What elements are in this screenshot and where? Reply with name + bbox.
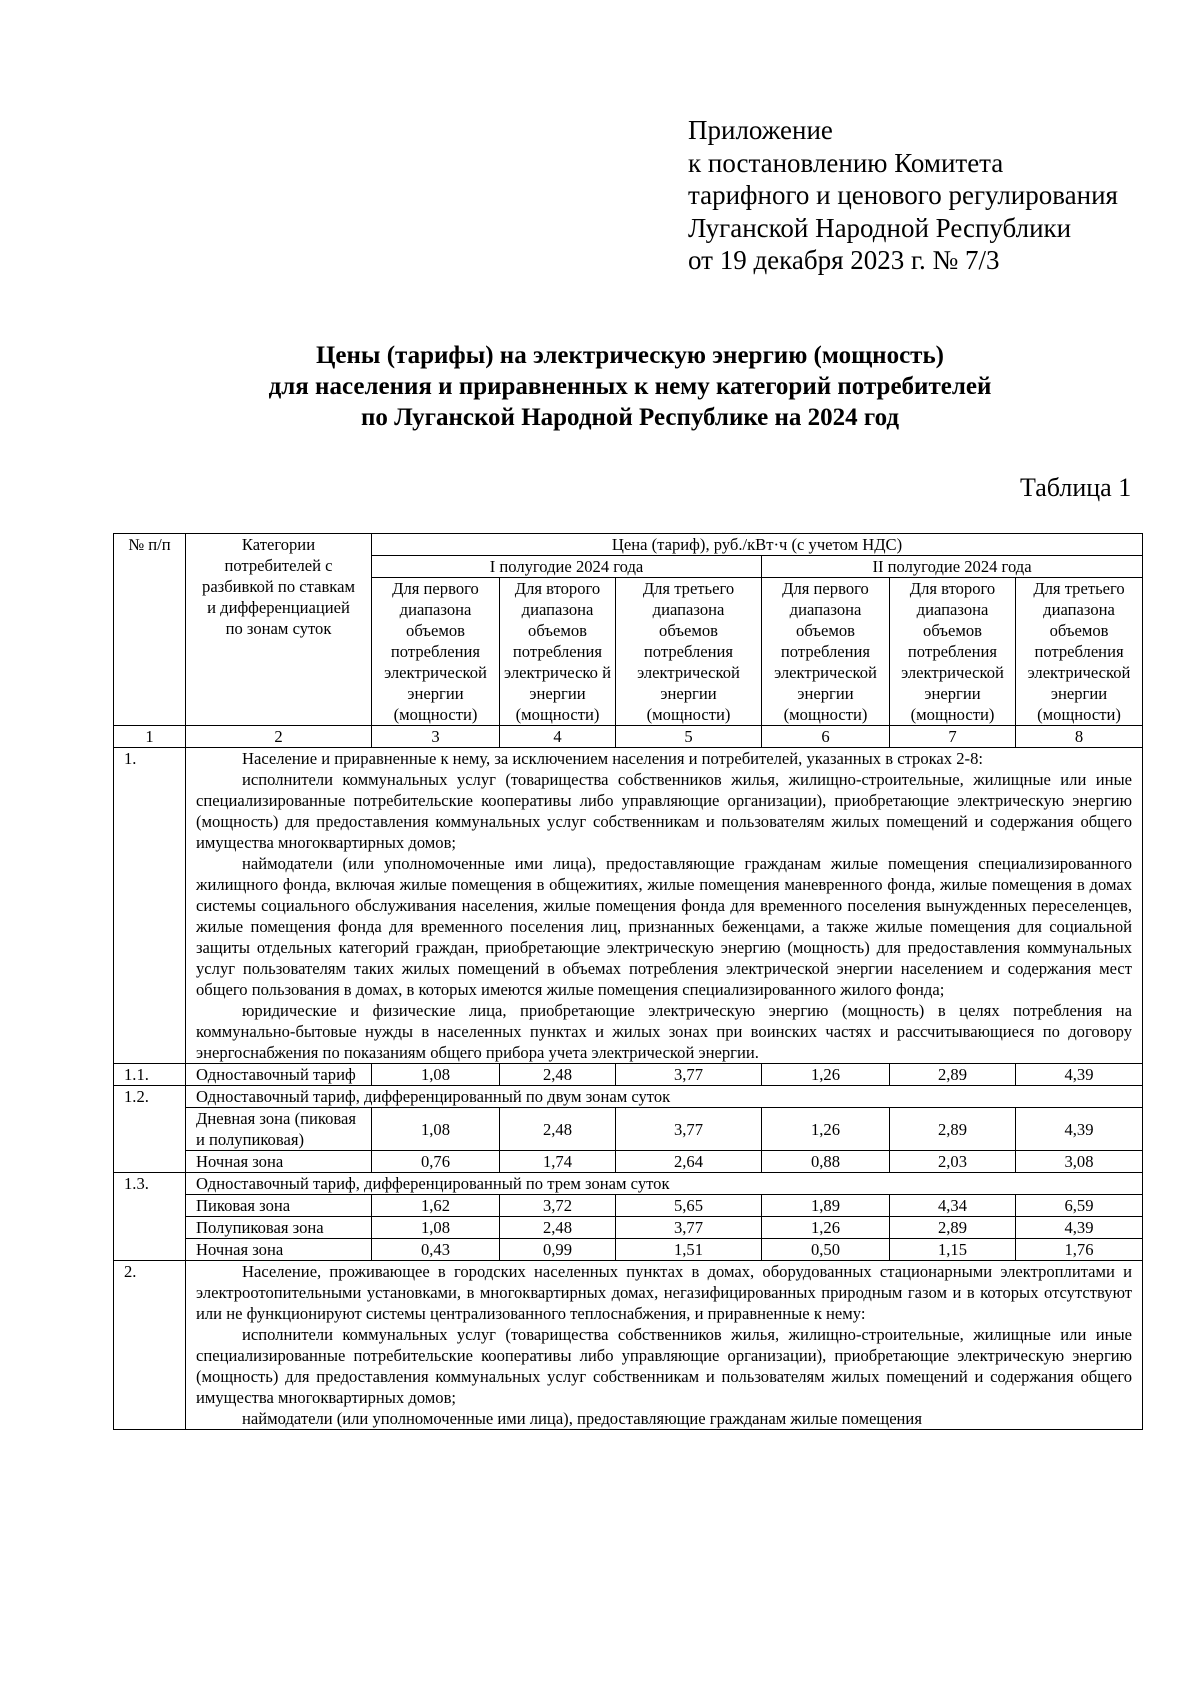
value-cell: 1,08 (372, 1217, 500, 1239)
document-title (100, 340, 1160, 433)
header-line: Луганской Народной Республики (688, 212, 1072, 243)
col-number: 4 (500, 726, 616, 748)
value-cell: 2,48 (500, 1108, 616, 1151)
col-number: 3 (372, 726, 500, 748)
col-number: 1 (114, 726, 186, 748)
value-cell: 3,72 (500, 1195, 616, 1217)
title-line: Цены (тарифы) на электрическую энергию (мощность) (315, 342, 945, 369)
table-row (114, 1086, 1143, 1108)
value-cell: 1,26 (762, 1064, 890, 1086)
row-label: Ночная зона (186, 1239, 372, 1261)
section-paragraph: наймодатели (или уполномоченные ими лица), предоставляющие гражданам жилые помещения специализированного жилищного фонда, включая жилые помещения в общежитиях, жилые помещения маневренного фонда, жилые помещения в домах системы социального обслуживания населения, жилые помещения фонда для временного поселения вынужденных переселенцев, жилые помещения фонда для временного поселения лиц, признанных беженцами, а также жилые помещения для социальной защиты отдельных категорий граждан, приобретающие электрическую энергию (мощность) для предоставления коммунальных услуг пользователям таких жилых помещений в объемах потребления электрической энергии населением и содержания мест общего пользования в домах, в которых имеются жилые помещения специализированного жилого фонда; (196, 854, 1133, 999)
value-cell: 4,39 (1016, 1217, 1143, 1239)
table-row (114, 1064, 1143, 1086)
section-paragraph: исполнители коммунальных услуг (товарищества собственников жилья, жилищно-строительные, жилищные или иные специализированные потребительские кооперативы либо управляющие организации), приобретающие электрическую энергию (мощность) для предоставления коммунальных услуг собственникам и пользователям жилых помещений и содержания общего имущества многоквартирных домов; (196, 770, 1133, 852)
title-line: по Луганской Народной Республике на 2024 год (360, 404, 900, 431)
table-row (114, 1195, 1143, 1217)
range-header: Для третьего диапазона объемов потребления электрической энергии (мощности) (1016, 578, 1143, 726)
value-cell: 3,77 (616, 1217, 762, 1239)
row-label: Одноставочный тариф (186, 1064, 372, 1086)
row-number: 2. (114, 1261, 186, 1430)
col-number: 8 (1016, 726, 1143, 748)
range-header: Для первого диапазона объемов потребления электрической энергии (мощности) (372, 578, 500, 726)
section-paragraph: юридические и физические лица, приобретающие электрическую энергию (мощность) в целях потребления на коммунально-бытовые нужды в населенных пунктах и жилых зонах при воинских частях и рассчитывающиеся по договору энергоснабжения по показаниям общего прибора учета электрической энергии. (196, 1001, 1133, 1062)
section-paragraph: наймодатели (или уполномоченные ими лица), предоставляющие гражданам жилые помещения (242, 1409, 922, 1428)
value-cell: 1,08 (372, 1064, 500, 1086)
col-number: 5 (616, 726, 762, 748)
section-paragraph: Население и приравненные к нему, за исключением населения и потребителей, указанных в строках 2-8: (242, 749, 983, 768)
col-number: 2 (186, 726, 372, 748)
value-cell: 1,51 (616, 1239, 762, 1261)
value-cell: 3,77 (616, 1108, 762, 1151)
table-row (114, 1108, 1143, 1151)
row-label: Ночная зона (186, 1151, 372, 1173)
row-number: 1. (114, 748, 186, 1064)
range-header: Для второго диапазона объемов потребления электрическо й энергии (мощности) (500, 578, 616, 726)
value-cell: 0,43 (372, 1239, 500, 1261)
value-cell: 1,74 (500, 1151, 616, 1173)
value-cell: 2,48 (500, 1217, 616, 1239)
col-number: 7 (890, 726, 1016, 748)
value-cell: 2,89 (890, 1064, 1016, 1086)
row-label: Пиковая зона (186, 1195, 372, 1217)
half1-header: I полугодие 2024 года (372, 556, 762, 578)
table-row (114, 1173, 1143, 1195)
table-label: Таблица 1 (1020, 473, 1132, 502)
header-line: от 19 декабря 2023 г. № 7/3 (688, 245, 1000, 275)
value-cell: 0,76 (372, 1151, 500, 1173)
value-cell: 3,08 (1016, 1151, 1143, 1173)
value-cell: 1,76 (1016, 1239, 1143, 1261)
col-num-header: № п/п (114, 534, 186, 726)
value-cell: 2,89 (890, 1108, 1016, 1151)
value-cell: 1,62 (372, 1195, 500, 1217)
value-cell: 4,39 (1016, 1064, 1143, 1086)
range-header: Для первого диапазона объемов потребления электрической энергии (мощности) (762, 578, 890, 726)
value-cell: 2,89 (890, 1217, 1016, 1239)
title-line: для населения и приравненных к нему категорий потребителей (268, 373, 992, 400)
table-row (114, 1217, 1143, 1239)
value-cell: 2,64 (616, 1151, 762, 1173)
value-cell: 4,39 (1016, 1108, 1143, 1151)
section-row-1 (114, 748, 1143, 1064)
value-cell: 1,89 (762, 1195, 890, 1217)
value-cell: 5,65 (616, 1195, 762, 1217)
value-cell: 1,15 (890, 1239, 1016, 1261)
header-line: Приложение (688, 115, 833, 145)
section-row-2 (114, 1261, 1143, 1430)
section-description (186, 1261, 1143, 1430)
range-header: Для третьего диапазона объемов потребления электрической энергии (мощности) (616, 578, 762, 726)
section-paragraph: Население, проживающее в городских населенных пунктах в домах, оборудованных стационарными электроплитами и электроотопительными установками, в многоквартирных домах, негазифицированных природным газом и в которых отсутствуют или не функционируют системы централизованного теплоснабжения, и приравненные к нему: (196, 1262, 1133, 1323)
header-row (114, 534, 1143, 556)
value-cell: 6,59 (1016, 1195, 1143, 1217)
section-paragraph: исполнители коммунальных услуг (товарищества собственников жилья, жилищно-строительные, жилищные или иные специализированные потребительские кооперативы либо управляющие организации), приобретающие электрическую энергию (мощность) для предоставления коммунальных услуг собственникам и пользователям жилых помещений и содержания общего имущества многоквартирных домов; (196, 1325, 1133, 1407)
header-line: к постановлению Комитета (688, 147, 1004, 178)
value-cell: 4,34 (890, 1195, 1016, 1217)
value-cell: 1,26 (762, 1217, 890, 1239)
row-label: Полупиковая зона (186, 1217, 372, 1239)
table-row (114, 1239, 1143, 1261)
value-cell: 2,48 (500, 1064, 616, 1086)
table-row (114, 1151, 1143, 1173)
value-cell: 0,88 (762, 1151, 890, 1173)
row-label: Одноставочный тариф, дифференцированный по трем зонам суток (186, 1173, 1143, 1195)
col-category-header: Категории потребителей с разбивкой по ставкам и дифференциацией по зонам суток (186, 534, 372, 726)
range-header: Для второго диапазона объемов потребления электрической энергии (мощности) (890, 578, 1016, 726)
appendix-header (688, 114, 1118, 277)
column-number-row (114, 726, 1143, 748)
header-line: тарифного и ценового регулирования (688, 180, 1118, 210)
value-cell: 2,03 (890, 1151, 1016, 1173)
row-number: 1.1. (114, 1064, 186, 1086)
row-label: Дневная зона (пиковая и полупиковая) (186, 1108, 372, 1151)
section-description (186, 748, 1143, 1064)
col-number: 6 (762, 726, 890, 748)
row-number: 1.3. (114, 1173, 186, 1261)
tariff-table (113, 533, 1143, 1430)
value-cell: 0,50 (762, 1239, 890, 1261)
value-cell: 1,26 (762, 1108, 890, 1151)
half2-header: II полугодие 2024 года (762, 556, 1143, 578)
value-cell: 1,08 (372, 1108, 500, 1151)
value-cell: 0,99 (500, 1239, 616, 1261)
price-header: Цена (тариф), руб./кВт·ч (с учетом НДС) (372, 534, 1143, 556)
row-number: 1.2. (114, 1086, 186, 1173)
value-cell: 3,77 (616, 1064, 762, 1086)
row-label: Одноставочный тариф, дифференцированный по двум зонам суток (186, 1086, 1143, 1108)
